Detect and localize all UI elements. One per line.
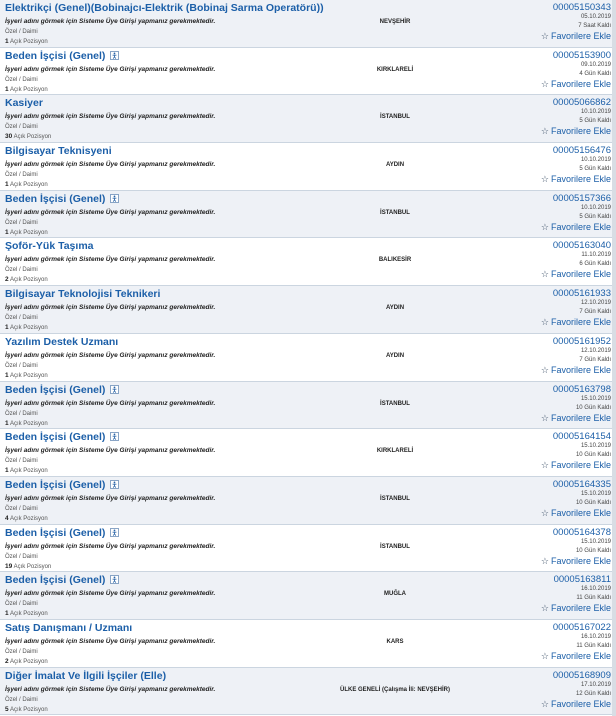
job-location: BALIKESİR [378, 257, 412, 264]
job-info [5, 2, 324, 46]
position-count: 19 [5, 562, 13, 570]
login-notice: İşyeri adını görmek için Sisteme Üye Girişi yapmanız gerekmektedir. [5, 256, 216, 264]
job-code-link[interactable]: 00005153900 [552, 49, 611, 61]
job-row [0, 429, 616, 477]
job-code-link[interactable]: 00005164335 [552, 478, 611, 490]
job-meta [491, 288, 611, 328]
open-positions [5, 420, 305, 428]
accessibility-icon [110, 385, 119, 394]
add-favorite-button[interactable] [491, 413, 611, 424]
days-left: 6 Gün Kaldı [579, 261, 611, 268]
job-row [0, 382, 616, 430]
add-favorite-button[interactable] [491, 31, 611, 42]
scrollbar[interactable] [612, 0, 616, 716]
position-count: 1 [5, 467, 9, 475]
job-title-link[interactable] [5, 622, 305, 635]
job-title[interactable]: Beden İşçisi (Genel) [5, 526, 106, 539]
position-count: 1 [5, 38, 9, 45]
position-count: 1 [5, 419, 9, 427]
job-location: MUĞLA [384, 591, 406, 598]
job-location: İSTANBUL [380, 543, 410, 550]
job-code-link[interactable]: 00005156476 [552, 145, 611, 157]
employment-type: Özel / Daimi [5, 410, 38, 417]
job-title-link[interactable] [5, 431, 305, 444]
open-positions [5, 563, 305, 571]
job-date: 11.10.2019 [581, 252, 611, 259]
job-title-link[interactable] [5, 336, 305, 349]
position-label: Açık Pozisyon [9, 706, 48, 713]
job-row [0, 668, 616, 716]
employment-type: Özel / Daimi [5, 124, 38, 131]
job-code-link[interactable]: 00005163798 [552, 383, 611, 395]
job-date: 15.10.2019 [580, 395, 611, 402]
star-icon: ☆ [540, 221, 549, 232]
accessibility-icon [110, 480, 119, 489]
job-date: 17.10.2019 [580, 681, 611, 688]
add-favorite-label[interactable]: Favorilere Ekle [550, 698, 611, 709]
open-positions [5, 86, 305, 94]
job-title[interactable]: Yazılım Destek Uzmanı [5, 335, 119, 348]
job-title-link[interactable] [5, 479, 305, 492]
job-code-link[interactable]: 00005163040 [552, 240, 611, 252]
add-favorite-button[interactable] [491, 174, 611, 185]
job-date: 05.10.2019 [580, 14, 611, 20]
employment-type: Özel / Daimi [5, 219, 38, 226]
job-location: AYDIN [385, 352, 405, 359]
star-icon: ☆ [540, 31, 549, 41]
position-label: Açık Pozisyon [9, 420, 48, 427]
job-title-link[interactable] [5, 50, 305, 63]
accessibility-icon [110, 528, 119, 537]
open-positions [5, 372, 305, 380]
job-row [0, 238, 616, 286]
job-row [0, 286, 616, 334]
days-left: 10 Gün Kaldı [575, 499, 611, 506]
job-code-link[interactable]: 00005161952 [552, 335, 611, 347]
employment-type: Özel / Daimi [5, 696, 38, 703]
job-info [5, 50, 305, 94]
job-title[interactable]: Beden İşçisi (Genel) [5, 383, 106, 396]
job-title[interactable]: Beden İşçisi (Genel) [5, 49, 106, 62]
star-icon: ☆ [540, 174, 549, 185]
job-row [0, 143, 616, 191]
job-location: NEVŞEHİR [379, 19, 411, 25]
job-location: AYDIN [385, 305, 405, 312]
days-left: 5 Gün Kaldı [579, 118, 611, 125]
position-label: Açık Pozisyon [9, 39, 48, 45]
add-favorite-button[interactable] [491, 508, 611, 519]
add-favorite-button[interactable] [491, 556, 611, 567]
add-favorite-label[interactable]: Favorilere Ekle [550, 412, 611, 423]
job-row [0, 0, 616, 48]
job-info [5, 145, 305, 189]
job-code-link[interactable]: 00005066862 [552, 97, 611, 109]
employment-type: Özel / Daimi [5, 315, 38, 322]
star-icon: ☆ [540, 126, 549, 137]
position-label: Açık Pozisyon [9, 325, 48, 332]
job-code-link[interactable]: 00005164378 [552, 526, 611, 538]
add-favorite-button[interactable] [491, 269, 611, 280]
job-date: 16.10.2019 [580, 633, 611, 640]
open-positions [5, 133, 305, 141]
position-label: Açık Pozisyon [9, 468, 48, 475]
job-title[interactable]: Bilgisayar Teknisyeni [5, 145, 112, 158]
job-title-link[interactable] [5, 670, 305, 683]
job-meta [491, 670, 611, 710]
login-notice: İşyeri adını görmek için Sisteme Üye Girişi yapmanız gerekmektedir. [5, 351, 216, 359]
job-location: ÜLKE GENELİ (Çalışma İli: NEVŞEHİR) [339, 686, 451, 693]
job-title[interactable]: Diğer İmalat Ve İlgili İşçiler (Elle) [5, 669, 167, 682]
days-left: 10 Gün Kaldı [575, 452, 611, 459]
job-date: 15.10.2019 [580, 538, 611, 545]
employment-type: Özel / Daimi [5, 29, 38, 35]
add-favorite-label[interactable]: Favorilere Ekle [550, 269, 611, 280]
login-notice: İşyeri adını görmek için Sisteme Üye Girişi yapmanız gerekmektedir. [5, 208, 216, 216]
employment-type: Özel / Daimi [5, 458, 38, 465]
position-label: Açık Pozisyon [13, 134, 52, 141]
open-positions [5, 229, 305, 237]
job-meta [491, 97, 611, 137]
job-code-link[interactable]: 00005157366 [552, 192, 611, 204]
position-count: 1 [5, 85, 9, 93]
employment-type: Özel / Daimi [5, 601, 38, 608]
job-title-link[interactable] [5, 2, 324, 15]
job-title-link[interactable] [5, 193, 305, 206]
accessibility-icon [110, 51, 119, 60]
job-date: 12.10.2019 [580, 300, 611, 307]
position-label: Açık Pozisyon [9, 658, 48, 665]
job-row [0, 48, 616, 96]
add-favorite-label[interactable]: Favorilere Ekle [550, 31, 611, 41]
job-info [5, 670, 305, 714]
login-notice: İşyeri adını görmek için Sisteme Üye Girişi yapmanız gerekmektedir. [5, 590, 216, 598]
job-title-link[interactable] [5, 384, 305, 397]
job-title-link[interactable] [5, 240, 305, 253]
job-meta [491, 384, 611, 424]
job-location: İSTANBUL [380, 400, 410, 407]
job-title[interactable]: Elektrikçi (Genel)(Bobinajcı-Elektrik (Bobinaj Sarma Operatörü)) [5, 2, 324, 14]
open-positions [5, 515, 305, 523]
position-label: Açık Pozisyon [9, 277, 48, 284]
open-positions [5, 658, 305, 666]
employment-type: Özel / Daimi [5, 505, 38, 512]
job-location: KIRKLARELİ [376, 66, 414, 73]
employment-type: Özel / Daimi [5, 267, 38, 274]
employment-type: Özel / Daimi [5, 76, 38, 83]
login-notice: İşyeri adını görmek için Sisteme Üye Girişi yapmanız gerekmektedir. [5, 685, 216, 693]
job-meta [491, 574, 611, 614]
job-date: 15.10.2019 [580, 443, 611, 450]
job-title[interactable]: Kasiyer [5, 97, 43, 110]
open-positions [5, 324, 305, 332]
job-row [0, 95, 616, 143]
add-favorite-label[interactable]: Favorilere Ekle [550, 364, 611, 375]
add-favorite-button[interactable] [491, 79, 611, 90]
job-code-link[interactable]: 00005164154 [552, 431, 611, 443]
job-code-link[interactable]: 00005150343 [552, 2, 611, 13]
open-positions [5, 276, 305, 284]
star-icon: ☆ [540, 650, 549, 661]
position-count: 1 [5, 610, 9, 618]
login-notice: İşyeri adını görmek için Sisteme Üye Girişi yapmanız gerekmektedir. [5, 161, 216, 169]
open-positions [5, 706, 305, 714]
days-left: 5 Gün Kaldı [579, 166, 611, 173]
job-date: 12.10.2019 [580, 347, 611, 354]
job-location: KARS [386, 638, 404, 645]
job-meta [491, 431, 611, 471]
job-row [0, 620, 616, 668]
position-count: 2 [5, 657, 9, 665]
star-icon: ☆ [540, 460, 549, 471]
position-label: Açık Pozisyon [9, 515, 48, 522]
star-icon: ☆ [540, 364, 549, 375]
days-left: 7 Gün Kaldı [579, 356, 611, 363]
add-favorite-label[interactable]: Favorilere Ekle [550, 174, 611, 185]
days-left: 4 Gün Kaldı [579, 70, 611, 77]
login-notice: İşyeri adını görmek için Sisteme Üye Girişi yapmanız gerekmektedir. [5, 65, 216, 73]
position-label: Açık Pozisyon [9, 229, 48, 236]
days-left: 7 Saat Kaldı [578, 23, 611, 29]
position-count: 4 [5, 514, 9, 522]
add-favorite-button[interactable] [491, 365, 611, 376]
days-left: 10 Gün Kaldı [575, 404, 611, 411]
position-count: 1 [5, 228, 9, 236]
login-notice: İşyeri adını görmek için Sisteme Üye Girişi yapmanız gerekmektedir. [5, 399, 216, 407]
accessibility-icon [110, 432, 119, 441]
accessibility-icon [110, 575, 119, 584]
job-date: 10.10.2019 [580, 157, 611, 164]
job-location: KIRKLARELİ [376, 448, 414, 455]
job-code-link[interactable]: 00005163811 [553, 574, 611, 586]
job-date: 15.10.2019 [580, 490, 611, 497]
open-positions [5, 467, 305, 475]
days-left: 12 Gün Kaldı [575, 690, 611, 697]
add-favorite-label[interactable]: Favorilere Ekle [550, 126, 611, 137]
job-title[interactable]: Şoför-Yük Taşıma [5, 240, 94, 253]
login-notice: İşyeri adını görmek için Sisteme Üye Girişi yapmanız gerekmektedir. [5, 113, 216, 121]
star-icon: ☆ [540, 317, 549, 328]
add-favorite-label[interactable]: Favorilere Ekle [550, 603, 611, 614]
accessibility-icon [110, 194, 119, 203]
job-title-link[interactable] [5, 288, 305, 301]
star-icon: ☆ [540, 269, 549, 280]
open-positions [5, 38, 305, 46]
job-info [5, 384, 305, 428]
job-meta [491, 527, 611, 567]
login-notice: İşyeri adını görmek için Sisteme Üye Girişi yapmanız gerekmektedir. [5, 18, 216, 25]
position-count: 30 [5, 133, 13, 141]
add-favorite-button[interactable] [491, 603, 611, 614]
job-row [0, 334, 616, 382]
days-left: 7 Gün Kaldı [579, 309, 611, 316]
days-left: 11 Gün Kaldı [576, 595, 611, 602]
job-title[interactable]: Bilgisayar Teknolojisi Teknikeri [5, 288, 161, 301]
job-info [5, 527, 305, 571]
job-date: 16.10.2019 [580, 586, 611, 593]
job-meta [491, 336, 611, 376]
days-left: 11 Gün Kaldı [576, 642, 611, 649]
add-favorite-label[interactable]: Favorilere Ekle [550, 555, 611, 566]
job-title[interactable]: Beden İşçisi (Genel) [5, 574, 106, 587]
job-meta [491, 145, 611, 185]
job-code-link[interactable]: 00005167022 [552, 621, 611, 633]
star-icon: ☆ [540, 698, 549, 709]
login-notice: İşyeri adını görmek için Sisteme Üye Girişi yapmanız gerekmektedir. [5, 542, 216, 550]
add-favorite-label[interactable]: Favorilere Ekle [550, 460, 611, 471]
days-left: 10 Gün Kaldı [575, 547, 611, 554]
add-favorite-label[interactable]: Favorilere Ekle [550, 507, 611, 518]
position-count: 2 [5, 276, 9, 284]
job-row [0, 525, 616, 573]
job-title[interactable]: Beden İşçisi (Genel) [5, 478, 106, 491]
job-info [5, 336, 305, 380]
job-title[interactable]: Beden İşçisi (Genel) [5, 192, 106, 205]
star-icon: ☆ [540, 555, 549, 566]
position-count: 5 [5, 705, 9, 713]
job-row [0, 477, 616, 525]
job-meta [491, 193, 611, 233]
add-favorite-label[interactable]: Favorilere Ekle [550, 78, 611, 89]
employment-type: Özel / Daimi [5, 553, 38, 560]
job-row [0, 572, 616, 620]
job-title-link[interactable] [5, 574, 305, 587]
job-title-link[interactable] [5, 145, 305, 158]
login-notice: İşyeri adını görmek için Sisteme Üye Girişi yapmanız gerekmektedir. [5, 447, 216, 455]
job-meta [491, 622, 611, 662]
job-row [0, 191, 616, 239]
add-favorite-label[interactable]: Favorilere Ekle [550, 221, 611, 232]
job-info [5, 574, 305, 618]
position-label: Açık Pozisyon [13, 563, 52, 570]
employment-type: Özel / Daimi [5, 172, 38, 179]
add-favorite-button[interactable] [491, 222, 611, 233]
position-label: Açık Pozisyon [9, 182, 48, 189]
job-title-link[interactable] [5, 527, 305, 540]
position-count: 1 [5, 324, 9, 332]
job-location: AYDIN [385, 162, 405, 169]
login-notice: İşyeri adını görmek için Sisteme Üye Girişi yapmanız gerekmektedir. [5, 494, 216, 502]
job-code-link[interactable]: 00005168909 [552, 669, 611, 681]
employment-type: Özel / Daimi [5, 362, 38, 369]
open-positions [5, 610, 305, 618]
job-meta [491, 50, 611, 90]
add-favorite-button[interactable] [491, 460, 611, 471]
job-info [5, 193, 305, 237]
star-icon: ☆ [540, 507, 549, 518]
job-date: 09.10.2019 [580, 61, 611, 68]
days-left: 5 Gün Kaldı [579, 213, 611, 220]
position-label: Açık Pozisyon [9, 86, 48, 93]
position-label: Açık Pozisyon [9, 372, 48, 379]
star-icon: ☆ [540, 603, 549, 614]
star-icon: ☆ [540, 78, 549, 89]
position-count: 1 [5, 181, 9, 189]
job-meta [491, 479, 611, 519]
job-location: İSTANBUL [380, 114, 410, 121]
job-info [5, 479, 305, 523]
job-title[interactable]: Beden İşçisi (Genel) [5, 431, 106, 444]
add-favorite-button[interactable] [491, 651, 611, 662]
add-favorite-button[interactable] [491, 317, 611, 328]
star-icon: ☆ [540, 412, 549, 423]
job-info [5, 240, 305, 284]
login-notice: İşyeri adını görmek için Sisteme Üye Girişi yapmanız gerekmektedir. [5, 637, 216, 645]
position-count: 1 [5, 371, 9, 379]
job-meta [491, 240, 611, 280]
add-favorite-label[interactable]: Favorilere Ekle [550, 317, 611, 328]
job-date: 10.10.2019 [580, 204, 611, 211]
job-info [5, 431, 305, 475]
add-favorite-button[interactable] [491, 126, 611, 137]
job-date: 10.10.2019 [580, 109, 611, 116]
job-meta [491, 2, 611, 42]
login-notice: İşyeri adını görmek için Sisteme Üye Girişi yapmanız gerekmektedir. [5, 304, 216, 312]
open-positions [5, 181, 305, 189]
job-title[interactable]: Satış Danışmanı / Uzmanı [5, 621, 133, 634]
position-label: Açık Pozisyon [9, 611, 48, 618]
add-favorite-button[interactable] [491, 699, 611, 710]
job-info [5, 622, 305, 666]
job-code-link[interactable]: 00005161933 [552, 288, 611, 300]
job-info [5, 288, 305, 332]
job-location: İSTANBUL [380, 209, 410, 216]
employment-type: Özel / Daimi [5, 648, 38, 655]
job-info [5, 97, 305, 141]
add-favorite-label[interactable]: Favorilere Ekle [550, 650, 611, 661]
job-title-link[interactable] [5, 97, 305, 110]
job-location: İSTANBUL [380, 495, 410, 502]
